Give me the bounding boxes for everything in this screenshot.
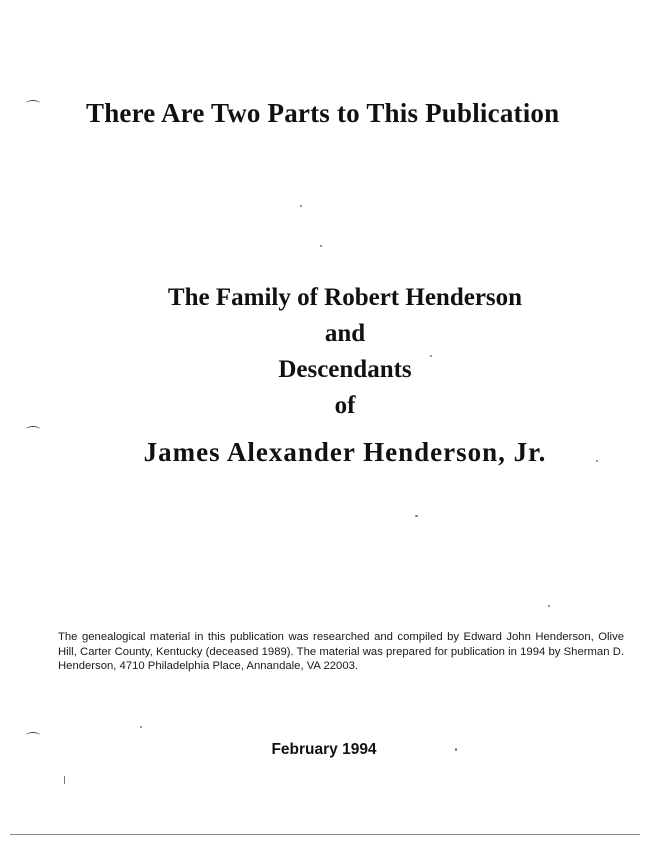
scan-speck	[548, 605, 550, 607]
title-line-james: James Alexander Henderson, Jr.	[143, 437, 547, 467]
title-line-of: of	[334, 392, 356, 419]
publication-title-block	[110, 280, 580, 470]
publication-date: February 1994	[271, 741, 377, 758]
scan-speck	[64, 776, 65, 784]
scan-speck	[415, 515, 418, 517]
title-line-and: and	[324, 320, 366, 347]
title-line-family: The Family of Robert Henderson	[167, 284, 523, 311]
margin-mark	[26, 426, 40, 433]
margin-mark	[26, 732, 40, 739]
scan-speck	[455, 748, 457, 751]
scan-speck	[140, 726, 142, 728]
scan-speck	[596, 460, 598, 462]
scan-speck	[320, 245, 322, 247]
page-heading: There Are Two Parts to This Publication	[86, 98, 560, 128]
title-line-descendants: Descendants	[278, 356, 412, 383]
scan-speck	[300, 205, 302, 207]
publication-description: The genealogical material in this publication was researched and compiled by Edward John Henderson, Olive Hill, Carter County, Kentucky (deceased 1989). The material was prepared for publication in 1994 by Sherman D. Henderson, 4710 Philadelphia Place, Annandale, VA 22003.	[58, 631, 624, 672]
scan-edge-line	[10, 834, 640, 835]
margin-mark	[26, 100, 40, 107]
scan-speck	[430, 355, 432, 357]
